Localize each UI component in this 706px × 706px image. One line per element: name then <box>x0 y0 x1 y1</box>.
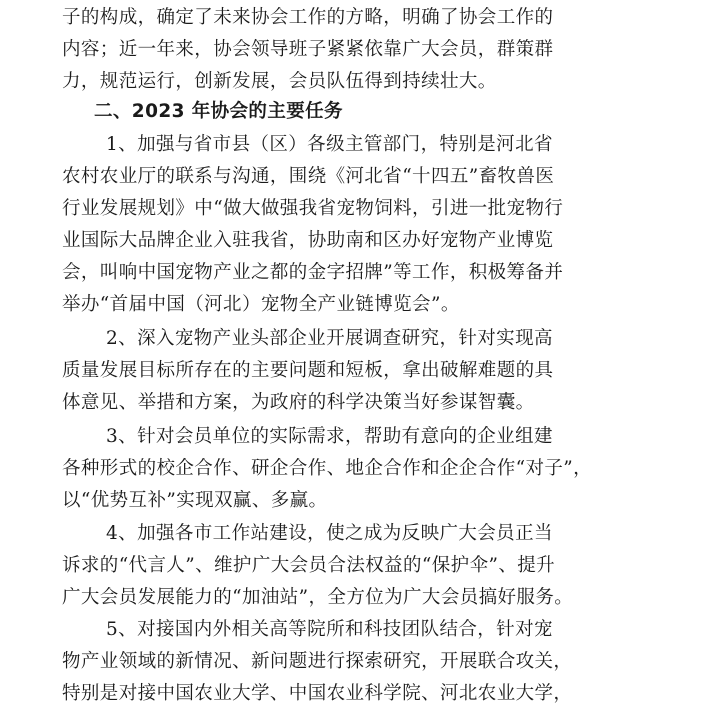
body-line: 质量发展目标所存在的主要问题和短板，拿出破解难题的具 <box>62 360 554 381</box>
body-line: 2、深入宠物产业头部企业开展调查研究，针对实现高 <box>106 328 553 349</box>
body-line: 4、加强各市工作站建设，使之成为反映广大会员正当 <box>106 523 553 544</box>
body-line: 行业发展规划》中“做大做强我省宠物饲料，引进一批宠物行 <box>62 198 564 219</box>
body-line: 1、加强与省市县（区）各级主管部门，特别是河北省 <box>106 134 553 155</box>
body-line: 物产业领域的新情况、新问题进行探索研究，开展联合攻关， <box>62 651 573 672</box>
section-heading: 二、2023 年协会的主要任务 <box>94 101 343 122</box>
body-line: 内容；近一年来，协会领导班子紧紧依靠广大会员，群策群 <box>62 39 554 60</box>
body-line: 以“优势互补”实现双赢、多赢。 <box>62 490 328 511</box>
body-line: 力，规范运行，创新发展，会员队伍得到持续壮大。 <box>62 71 497 92</box>
body-line: 业国际大品牌企业入驻我省，协助南和区办好宠物产业博览 <box>62 230 554 251</box>
body-line: 广大会员发展能力的“加油站”，全方位为广大会员搞好服务。 <box>62 587 574 608</box>
body-line: 3、针对会员单位的实际需求，帮助有意向的企业组建 <box>106 426 553 447</box>
body-line: 5、对接国内外相关高等院所和科技团队结合，针对宠 <box>106 619 553 640</box>
body-line: 举办“首届中国（河北）宠物全产业链博览会”。 <box>62 294 460 315</box>
body-line: 子的构成，确定了未来协会工作的方略，明确了协会工作的 <box>62 7 554 28</box>
body-line: 各种形式的校企合作、研企合作、地企合作和企企合作“对子”， <box>62 458 593 479</box>
body-line: 体意见、举措和方案，为政府的科学决策当好参谋智囊。 <box>62 392 535 413</box>
body-line: 农村农业厅的联系与沟通，围绕《河北省“十四五”畜牧兽医 <box>62 166 555 187</box>
body-line: 诉求的“代言人”、维护广大会员合法权益的“保护伞”、提升 <box>62 555 556 576</box>
body-line: 会，叫响中国宠物产业之都的金字招牌”等工作，积极筹备并 <box>62 262 564 283</box>
body-line: 特别是对接中国农业大学、中国农业科学院、河北农业大学， <box>62 683 573 704</box>
